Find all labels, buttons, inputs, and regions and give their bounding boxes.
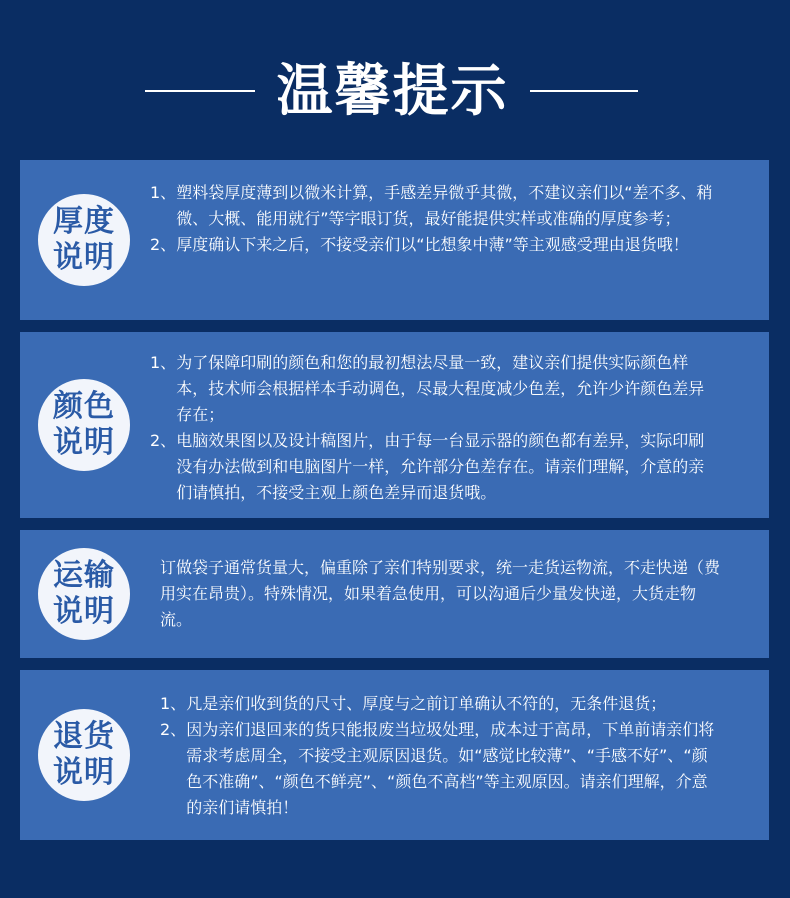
shipping-notice-card bbox=[20, 530, 769, 658]
item-number: 2、 bbox=[150, 431, 177, 450]
thickness-notice-card bbox=[20, 160, 769, 320]
shipping-badge-label: 运输说明 bbox=[53, 558, 115, 629]
page-header bbox=[0, 52, 790, 132]
thickness-notice-content bbox=[150, 180, 718, 258]
item-number: 2、 bbox=[150, 235, 177, 254]
item-text: 因为亲们退回来的货只能报废当垃圾处理，成本过于高昂，下单前请亲们将需求考虑周全，不接受主观原因退货。如“感觉比较薄”、“手感不好”、“颜色不准确”、“颜色不鲜亮”、“颜色不高档”等主观原因。请亲们理解，介意的亲们请慎拍！ bbox=[186, 720, 715, 817]
item-text: 凡是亲们收到货的尺寸、厚度与之前订单确认不符的，无条件退货； bbox=[186, 694, 667, 713]
returns-badge-label: 退货说明 bbox=[53, 719, 115, 790]
list-item bbox=[160, 717, 722, 821]
color-notice-card bbox=[20, 332, 769, 518]
list-item bbox=[150, 428, 720, 506]
list-item bbox=[150, 232, 718, 258]
item-number: 1、 bbox=[160, 694, 187, 713]
item-text: 为了保障印刷的颜色和您的最初想法尽量一致，建议亲们提供实际颜色样本，技术师会根据样本手动调色，尽最大程度减少色差，允许少许颜色差异存在； bbox=[176, 353, 705, 424]
color-notice-content bbox=[150, 350, 720, 506]
item-number: 1、 bbox=[150, 183, 177, 202]
color-badge bbox=[38, 379, 130, 471]
item-text: 电脑效果图以及设计稿图片，由于每一台显示器的颜色都有差异，实际印刷没有办法做到和电脑图片一样，允许部分色差存在。请亲们理解，介意的亲们请慎拍，不接受主观上颜色差异而退货哦。 bbox=[176, 431, 705, 502]
item-text: 厚度确认下来之后，不接受亲们以“比想象中薄”等主观感受理由退货哦！ bbox=[176, 235, 689, 254]
thickness-badge bbox=[38, 194, 130, 286]
title-left-rule bbox=[145, 90, 255, 92]
shipping-notice-text: 订做袋子通常货量大，偏重除了亲们特别要求，统一走货运物流，不走快递（费用实在昂贵）。特殊情况，如果着急使用，可以沟通后少量发快递，大货走物流。 bbox=[160, 558, 721, 629]
color-badge-label: 颜色说明 bbox=[53, 389, 115, 460]
list-item bbox=[150, 350, 720, 428]
list-item bbox=[160, 691, 722, 717]
item-number: 1、 bbox=[150, 353, 177, 372]
list-item bbox=[150, 180, 718, 232]
title-right-rule bbox=[530, 90, 638, 92]
page-title: 温馨提示 bbox=[276, 59, 509, 124]
item-text: 塑料袋厚度薄到以微米计算，手感差异微乎其微，不建议亲们以“差不多、稍微、大概、能用就行”等字眼订货，最好能提供实样或准确的厚度参考； bbox=[176, 183, 713, 228]
item-number: 2、 bbox=[160, 720, 187, 739]
shipping-badge bbox=[38, 548, 130, 640]
returns-badge bbox=[38, 709, 130, 801]
returns-notice-card bbox=[20, 670, 769, 840]
thickness-badge-label: 厚度说明 bbox=[53, 204, 115, 275]
returns-notice-content bbox=[160, 691, 722, 821]
